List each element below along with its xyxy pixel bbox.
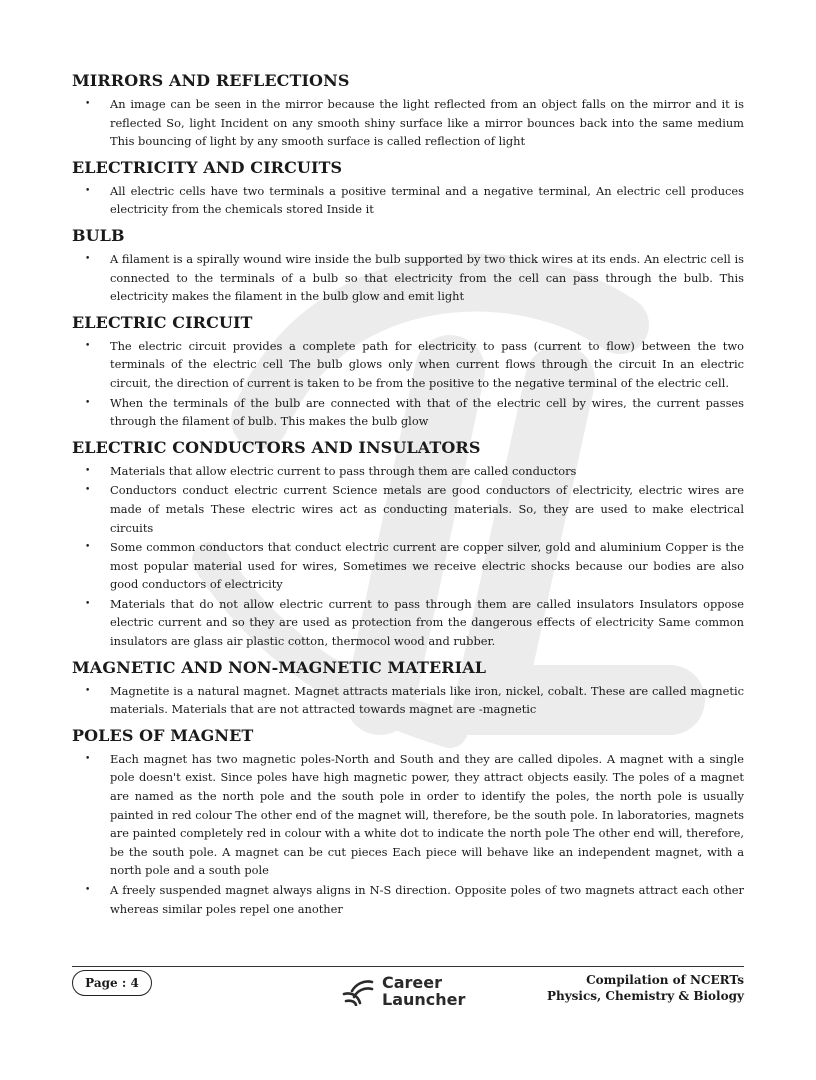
list-item <box>72 337 744 393</box>
list-item-text: Some common conductors that conduct electric current are copper silver, gold and aluminium Copper is the most popular material used for wires, Sometimes we receive electric shocks because our bodies are also good conductors of electricity <box>110 540 744 592</box>
bullet-list <box>72 682 744 719</box>
bullet-list <box>72 750 744 918</box>
page-footer <box>72 966 744 1012</box>
list-item <box>72 250 744 306</box>
compilation-subjects: Physics, Chemistry & Biology <box>546 989 744 1003</box>
section-heading: ELECTRIC CONDUCTORS AND INSULATORS <box>72 437 481 457</box>
section-heading: MIRRORS AND REFLECTIONS <box>72 71 350 90</box>
bullet-icon: • <box>85 753 91 764</box>
section <box>72 225 744 306</box>
footer-divider <box>72 966 744 967</box>
logo-text-line1: Career <box>382 973 443 992</box>
bullet-icon: • <box>85 185 91 196</box>
bullet-icon: • <box>85 542 91 553</box>
list-item <box>72 682 744 719</box>
section-heading: ELECTRIC CIRCUIT <box>72 312 253 332</box>
list-item-text: Conductors conduct electric current Science metals are good conductors of electricity, electric wires are made of metals These electric wires act as conducting materials. So, they are used to make electrical circuits <box>110 483 744 535</box>
bullet-icon: • <box>85 99 91 109</box>
list-item <box>72 394 744 431</box>
list-item-text: When the terminals of the bulb are connected with that of the electric cell by wires, the current passes through the filament of bulb. This makes the bulb glow <box>110 395 744 429</box>
bullet-icon: • <box>85 465 91 476</box>
list-item-text: The electric circuit provides a complete path for electricity to pass (current to flow) between the two terminals of the electric cell The bulb glows only when current flows through the circuit In an electric circuit, the direction of current is taken to be from the positive to the negative terminal of the electric cell. <box>110 338 744 390</box>
section-heading: MAGNETIC AND NON-MAGNETIC MATERIAL <box>72 657 487 677</box>
list-item <box>72 595 744 651</box>
list-item-text: Each magnet has two magnetic poles-North and South and they are called dipoles. A magnet with a single pole doesn't exist. Since poles have high magnetic power, they attract objects easily. The poles of a magnet are named as the north pole and the south pole in order to identify the poles, the north pole is usually painted in red colour The other end of the magnet will, therefore, be the south pole. In laboratories, magnets are painted completely red in colour with a white dot to indicate the north pole The other end will, therefore, be the south pole. A magnet can be cut pieces Each piece will behave like an independent magnet, with a north pole and a south pole <box>110 751 744 878</box>
list-item <box>72 95 744 151</box>
list-item <box>72 881 744 918</box>
bullet-icon: • <box>85 253 91 264</box>
list-item-text: A freely suspended magnet always aligns in N-S direction. Opposite poles of two magnets attract each other whereas similar poles repel one another <box>110 883 744 916</box>
bullet-icon: • <box>85 397 91 408</box>
list-item-text: Magnetite is a natural magnet. Magnet attracts materials like iron, nickel, cobalt. These are called magnetic materials. Materials that are not attracted towards magnet are -magnetic <box>110 683 744 717</box>
list-item <box>72 750 744 880</box>
list-item-text: An image can be seen in the mirror because the light reflected from an object falls on the mirror and it is reflected So, light Incident on any smooth shiny surface like a mirror bounces back into the same medium This bouncing of light by any smooth surface is called reflection of light <box>110 97 744 149</box>
bullet-list <box>72 462 744 651</box>
list-item-text: Materials that allow electric current to pass through them are called conductors <box>110 463 577 478</box>
list-item <box>72 182 744 219</box>
list-item <box>72 538 744 594</box>
bullet-icon: • <box>85 598 91 609</box>
section <box>72 157 744 219</box>
list-item <box>72 462 744 481</box>
list-item-text: Materials that do not allow electric current to pass through them are called insulators Insulators oppose electric current and so they are used as protection from the dangerous effects of electricity Same common insulators are glass air plastic cotton, thermocol wood and rubber. <box>110 596 744 649</box>
bullet-icon: • <box>85 340 91 351</box>
section-heading: BULB <box>72 225 125 245</box>
compilation-title: Compilation of NCERTs <box>586 973 744 987</box>
bullet-icon: • <box>85 885 91 895</box>
bullet-list <box>72 337 744 431</box>
section <box>72 312 744 431</box>
career-launcher-logo <box>342 972 482 1008</box>
swirl-logo-icon <box>342 978 374 1006</box>
page-number-badge: Page : 4 <box>72 970 152 996</box>
bullet-list <box>72 95 744 151</box>
compilation-label <box>547 972 744 1004</box>
list-item <box>72 481 744 537</box>
page-content <box>72 70 744 924</box>
section-heading: ELECTRICITY AND CIRCUITS <box>72 157 343 177</box>
bullet-list <box>72 250 744 306</box>
list-item-text: A filament is a spirally wound wire inside the bulb supported by two thick wires at its ends. An electric cell is connected to the terminals of a bulb so that electricity from the cell can pass through the bulb. This electricity makes the filament in the bulb glow and emit light <box>110 251 744 304</box>
section <box>72 437 744 651</box>
logo-text-line2: Launcher <box>382 990 466 1009</box>
section-heading: POLES OF MAGNET <box>72 725 254 745</box>
section <box>72 70 744 151</box>
bullet-list <box>72 182 744 219</box>
bullet-icon: • <box>85 485 91 496</box>
bullet-icon: • <box>85 685 91 696</box>
list-item-text: All electric cells have two terminals a positive terminal and a negative terminal, An electric cell produces electricity from the chemicals stored Inside it <box>110 183 744 217</box>
section <box>72 657 744 719</box>
section <box>72 725 744 918</box>
